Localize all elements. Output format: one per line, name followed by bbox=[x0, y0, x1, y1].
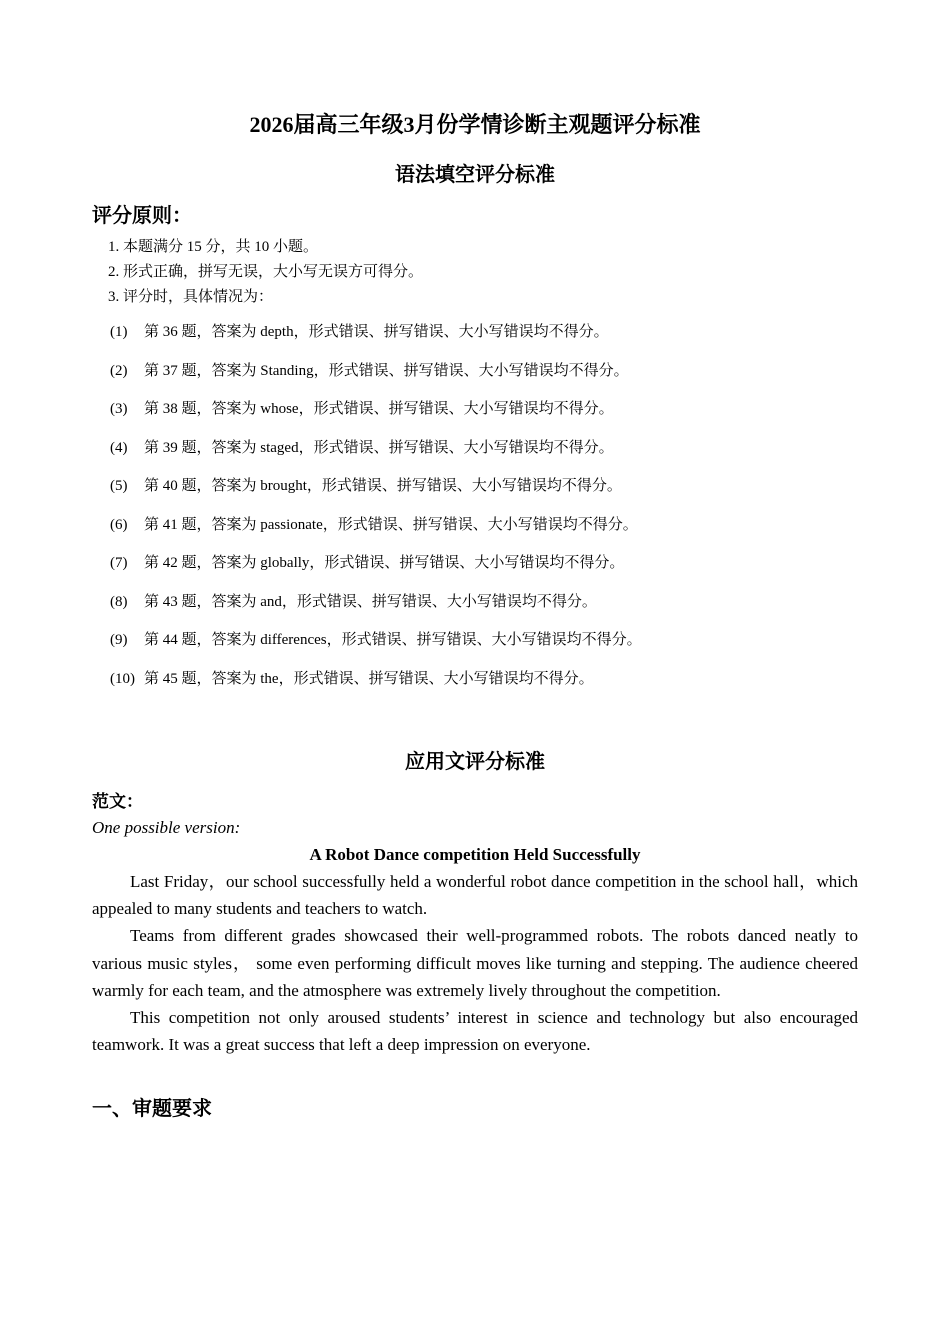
answer-item bbox=[110, 352, 858, 391]
essay-paragraph: Last Friday，our school successfully held a wonderful robot dance competition in the school hall，which appealed to many students and teachers to watch. bbox=[92, 872, 858, 919]
answer-number: (3) bbox=[110, 401, 128, 417]
answer-number: (2) bbox=[110, 362, 128, 379]
answer-number: (8) bbox=[110, 593, 128, 610]
main-title: 2026届高三年级3月份学情诊断主观题评分标准 bbox=[249, 112, 701, 137]
essay-paragraph: This competition not only aroused students’ interest in science and technology but also encouraged teamwork. It was a great success that left a deep impression on everyone. bbox=[92, 1008, 858, 1055]
answer-text: 第 36 题，答案为 depth，形式错误、拼写错误、大小写错误均不得分。 bbox=[144, 324, 609, 340]
answer-text: 第 39 题，答案为 staged，形式错误、拼写错误、大小写错误均不得分。 bbox=[144, 439, 614, 456]
essay-title: A Robot Dance competition Held Successfully bbox=[309, 845, 641, 864]
answer-list bbox=[110, 313, 858, 698]
answer-item bbox=[110, 467, 858, 506]
principles-heading: 评分原则： bbox=[92, 205, 192, 227]
answer-number: (5) bbox=[110, 478, 128, 494]
answer-text: 第 38 题，答案为 whose，形式错误、拼写错误、大小写错误均不得分。 bbox=[144, 401, 614, 417]
answer-number: (10) bbox=[110, 670, 135, 687]
answer-text: 第 44 题，答案为 differences，形式错误、拼写错误、大小写错误均不得分。 bbox=[144, 632, 642, 648]
answer-number: (6) bbox=[110, 516, 128, 533]
answer-text: 第 45 题，答案为 the，形式错误、拼写错误、大小写错误均不得分。 bbox=[144, 670, 594, 687]
grammar-section-title: 语法填空评分标准 bbox=[395, 164, 555, 186]
answer-text: 第 40 题，答案为 brought，形式错误、拼写错误、大小写错误均不得分。 bbox=[144, 478, 622, 494]
answer-text: 第 43 题，答案为 and，形式错误、拼写错误、大小写错误均不得分。 bbox=[144, 593, 597, 610]
answer-text: 第 42 题，答案为 globally，形式错误、拼写错误、大小写错误均不得分。 bbox=[144, 555, 625, 571]
review-requirements-heading: 一、审题要求 bbox=[92, 1098, 212, 1121]
answer-text: 第 37 题，答案为 Standing，形式错误、拼写错误、大小写错误均不得分。 bbox=[144, 362, 629, 379]
version-label: One possible version: bbox=[92, 818, 241, 837]
sample-essay-label: 范文： bbox=[92, 792, 143, 811]
answer-item bbox=[110, 583, 858, 622]
answer-number: (9) bbox=[110, 632, 128, 648]
answer-number: (4) bbox=[110, 439, 128, 456]
essay-body bbox=[92, 868, 858, 1058]
answer-number: (7) bbox=[110, 555, 128, 571]
principle-item: 1. 本题满分 15 分，共 10 小题。 bbox=[108, 239, 319, 255]
answer-item bbox=[110, 621, 858, 660]
answer-item bbox=[110, 313, 858, 352]
answer-number: (1) bbox=[110, 324, 128, 340]
principle-item: 3. 评分时，具体情况为： bbox=[108, 289, 274, 305]
principles-list bbox=[108, 235, 858, 310]
principle-item: 2. 形式正确，拼写无误，大小写无误方可得分。 bbox=[108, 264, 424, 280]
answer-item bbox=[110, 660, 858, 699]
answer-item bbox=[110, 429, 858, 468]
writing-section-title: 应用文评分标准 bbox=[405, 751, 545, 773]
answer-text: 第 41 题，答案为 passionate，形式错误、拼写错误、大小写错误均不得分。 bbox=[144, 516, 638, 533]
essay-paragraph: Teams from different grades showcased their well-programmed robots. The robots danced neatly to various music styles， some even performing difficult moves like turning and stepping. The audience cheered warmly for each team, and the atmosphere was extremely lively throughout the competition. bbox=[92, 926, 858, 1000]
answer-item bbox=[110, 544, 858, 583]
answer-item bbox=[110, 506, 858, 545]
answer-item bbox=[110, 390, 858, 429]
